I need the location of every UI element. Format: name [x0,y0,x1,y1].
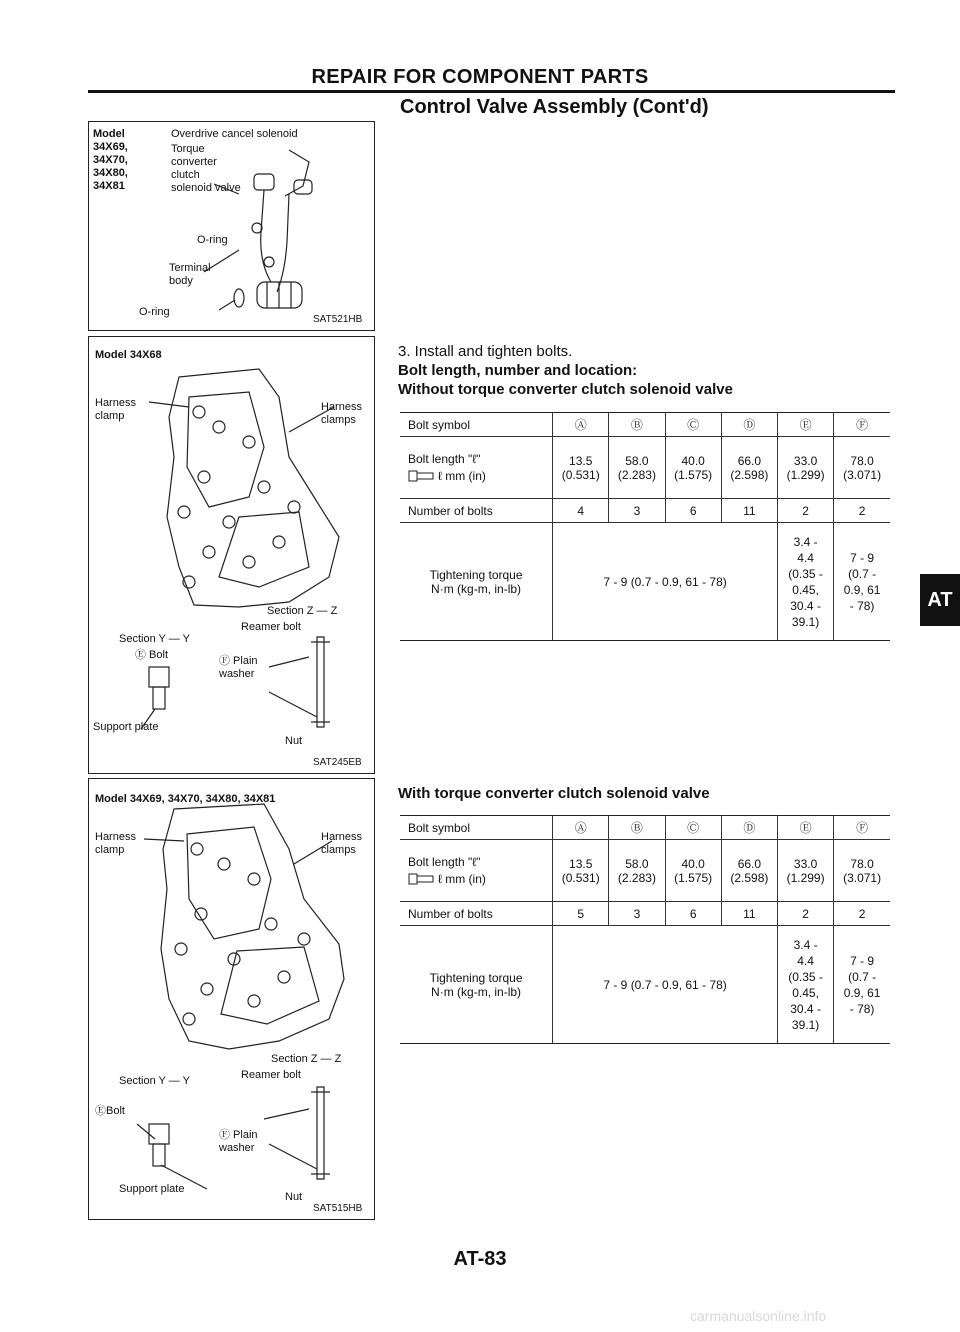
length-value: 33.0 (1.299) [777,437,833,499]
figure3-reamer-bolt: Reamer bolt [241,1069,301,1081]
torque-unit: N·m (kg-m, in-lb) [431,984,522,999]
torque-e: 3.4 - 4.4 (0.35 - 0.45, 30.4 - 39.1) [777,926,833,1044]
torque-f: 7 - 9 (0.7 - 0.9, 61 - 78) [834,926,890,1044]
bolt-spec-table-2 [400,815,890,1044]
row-label-length [400,437,553,499]
torque-f: 7 - 9 (0.7 - 0.9, 61 - 78) [834,523,890,641]
torque-label: Tightening torque [429,970,523,985]
figure2-section-yy: Section Y — Y [119,633,190,645]
figure2-code: SAT245EB [313,757,362,768]
section-title: REPAIR FOR COMPONENT PARTS [311,66,649,88]
number-value: 2 [777,902,833,926]
length-value: 58.0 (2.283) [609,437,665,499]
figure3-nut: Nut [285,1191,303,1203]
figure2-model-label: Model 34X68 [95,349,162,361]
table-row [400,413,890,437]
figure3-model-label: Model 34X69, 34X70, 34X80, 34X81 [95,793,276,805]
number-value: 3 [609,902,665,926]
length-unit-wrap [408,872,549,886]
length-label: Bolt length "ℓ" [408,855,481,869]
symbol-f: Ⓕ [834,413,890,437]
figure1-torque-label: Torque converter clutch solenoid valve [171,143,241,194]
table-row [400,437,890,499]
number-value: 2 [834,499,890,523]
length-value: 58.0 (2.283) [609,840,665,902]
row-label-number: Number of bolts [400,499,553,523]
row-label-length [400,840,553,902]
symbol-a: Ⓐ [553,413,609,437]
number-value: 11 [721,902,777,926]
symbol-a: Ⓐ [553,816,609,840]
row-label-symbol: Bolt symbol [400,816,553,840]
figure-solenoid-assembly [88,121,375,331]
watermark: carmanualsonline.info [690,1308,827,1324]
length-value: 33.0 (1.299) [777,840,833,902]
row-label-symbol: Bolt symbol [400,413,553,437]
symbol-b: Ⓑ [609,816,665,840]
symbol-e: Ⓔ [777,413,833,437]
number-value: 2 [834,902,890,926]
number-value: 2 [777,499,833,523]
symbol-d: Ⓓ [721,816,777,840]
figure3-code: SAT515HB [313,1203,363,1214]
torque-unit: N·m (kg-m, in-lb) [431,581,522,596]
symbol-d: Ⓓ [721,413,777,437]
header-rule [88,90,895,93]
figure-model-34x69 [88,778,375,1220]
page-subtitle: Control Valve Assembly (Cont'd) [400,96,709,118]
figure2-bolt: Ⓔ Bolt [135,649,169,661]
figure1-model-label: Model 34X69, 34X70, 34X80, 34X81 [93,128,128,192]
length-value: 13.5 (0.531) [553,437,609,499]
figure3-plain-washer: Ⓕ Plain washer [219,1129,258,1154]
figure2-harness-clamp: Harness clamp [95,397,136,422]
length-unit: ℓ mm (in) [438,872,486,886]
table-row [400,499,890,523]
length-value: 40.0 (1.575) [665,840,721,902]
figure3-section-yy: Section Y — Y [119,1075,190,1087]
figure1-oring-label: O-ring [197,234,228,246]
number-value: 11 [721,499,777,523]
figure3-section-zz: Section Z — Z [271,1053,342,1065]
table-row [400,523,890,641]
figure1-overdrive-label: Overdrive cancel solenoid [171,128,298,140]
symbol-e: Ⓔ [777,816,833,840]
step-instruction: 3. Install and tighten bolts. [398,343,573,360]
symbol-b: Ⓑ [609,413,665,437]
figure3-harness-clamp: Harness clamp [95,831,136,856]
length-value: 40.0 (1.575) [665,437,721,499]
figure2-plain-washer: Ⓕ Plain washer [219,655,258,680]
torque-e: 3.4 - 4.4 (0.35 - 0.45, 30.4 - 39.1) [777,523,833,641]
length-value: 66.0 (2.598) [721,840,777,902]
number-value: 4 [553,499,609,523]
table2-heading: With torque converter clutch solenoid valve [398,785,710,802]
figure2-nut: Nut [285,735,303,747]
number-value: 3 [609,499,665,523]
torque-label: Tightening torque [429,567,523,582]
length-unit: ℓ mm (in) [438,469,486,483]
step-heading: Bolt length, number and location: [398,362,638,379]
figure3-harness-clamps: Harness clamps [321,831,362,856]
table-row [400,926,890,1044]
bolt-icon [408,872,434,886]
section-tab-at [920,574,960,626]
table-row [400,840,890,902]
section-tab-label: AT [927,588,953,611]
length-value: 66.0 (2.598) [721,437,777,499]
figure2-harness-clamps: Harness clamps [321,401,362,426]
number-value: 6 [665,902,721,926]
symbol-c: Ⓒ [665,816,721,840]
torque-common: 7 - 9 (0.7 - 0.9, 61 - 78) [553,926,778,1044]
length-label: Bolt length "ℓ" [408,452,481,466]
torque-common: 7 - 9 (0.7 - 0.9, 61 - 78) [553,523,778,641]
figure2-section-zz: Section Z — Z [267,605,338,617]
row-label-torque [400,926,553,1044]
table1-heading: Without torque converter clutch solenoid valve [398,381,733,398]
figure1-code: SAT521HB [313,314,363,325]
length-unit-wrap [408,469,549,483]
number-value: 6 [665,499,721,523]
row-label-number: Number of bolts [400,902,553,926]
bolt-spec-table-1 [400,412,890,641]
figure2-support-plate: Support plate [93,721,159,733]
figure1-terminal-label: Terminal body [169,262,211,287]
page-number: AT-83 [453,1248,507,1270]
number-value: 5 [553,902,609,926]
figure-model-34x68 [88,336,375,774]
length-value: 78.0 (3.071) [834,437,890,499]
figure3-bolt: ⒺBolt [95,1105,125,1117]
table-row [400,816,890,840]
symbol-c: Ⓒ [665,413,721,437]
symbol-f: Ⓕ [834,816,890,840]
figure2-reamer-bolt: Reamer bolt [241,621,301,633]
table-row [400,902,890,926]
row-label-torque [400,523,553,641]
figure1-oring-label-2: O-ring [139,306,170,318]
length-value: 78.0 (3.071) [834,840,890,902]
figure3-support-plate: Support plate [119,1183,185,1195]
length-value: 13.5 (0.531) [553,840,609,902]
bolt-icon [408,469,434,483]
